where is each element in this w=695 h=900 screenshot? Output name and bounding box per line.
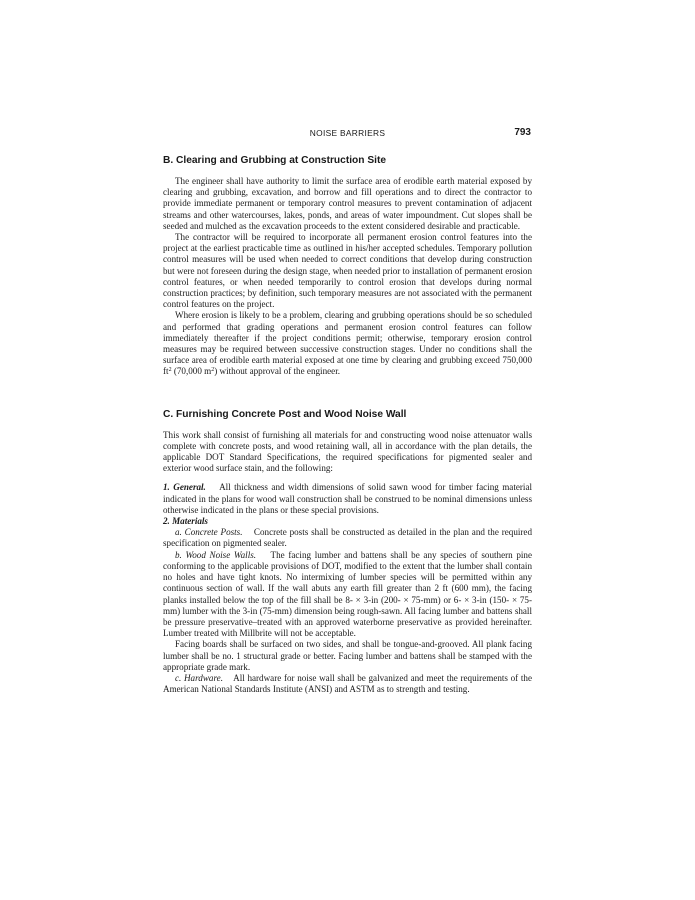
running-title: NOISE BARRIERS (309, 128, 386, 138)
wood-walls-label: b. Wood Noise Walls. (175, 549, 257, 560)
page-body (163, 154, 532, 695)
section-b-paragraph-1: The engineer shall have authority to limit the surface area of erodible earth material exposed by clearing and grubbing, excavation, and borrow and fill operations and to direct the contractor to provide immediate permanent or temporary control measures to prevent contamination of adjacent streams and other watercourses, lakes, ponds, and areas of water impoundment. Cut slopes shall be seeded and mulched as the excavation proceeds to the extent considered desirable and practicable. (163, 176, 532, 231)
section-b-paragraph-2: The contractor will be required to incorporate all permanent erosion control features into the project at the earliest practicable time as outlined in his/her accepted schedules. Temporary pollution control measures will be used when needed to correct conditions that develop during construction but were not foreseen during the design stage, when needed prior to installation of permanent erosion control features, or when needed temporarily to control erosion that develops during normal construction practices; by definition, such temporary measures are not associated with the permanent control features on the project. (163, 232, 532, 310)
section-c-heading: C. Furnishing Concrete Post and Wood Noise Wall (163, 408, 407, 420)
hardware-label: c. Hardware. (175, 672, 223, 683)
concrete-posts-text: Concrete posts shall be constructed as detailed in the plan and the required specification on pigmented sealer. (163, 527, 533, 549)
section-b-paragraph-3 (163, 310, 532, 377)
wood-walls-paragraph (163, 550, 532, 640)
p3-text-middle: (70,000 m (171, 366, 212, 377)
materials-heading: 2. Materials (163, 516, 208, 527)
general-label: 1. General. (163, 482, 206, 493)
concrete-posts-label: a. Concrete Posts. (175, 527, 243, 538)
section-b-heading: B. Clearing and Grubbing at Construction Site (163, 155, 387, 166)
facing-boards-paragraph: Facing boards shall be surfaced on two sides, and shall be tongue-and-grooved. All plank facing lumber shall be no. 1 structural grade or better. Facing lumber and battens shall be stamped with the appropriate grade mark. (163, 639, 532, 672)
hardware-text: All hardware for noise wall shall be galvanized and meet the requirements of the American National Standards Institute (ANSI) and ASTM as to strength and testing. (163, 672, 532, 695)
p3-superscript-ft: 2 (168, 367, 172, 374)
p3-text-after: ) without approval of the engineer. (214, 366, 340, 377)
p3-text-before: Where erosion is likely to be a problem, clearing and grubbing operations should be so scheduled and performed that grading operations and permanent erosion control features can follow immediately thereafter if the project conditions permit; otherwise, temporary erosion control measures may be required between successive construction stages. Under no conditions shall the surface area of erodible earth material exposed at one time by clearing and grubbing exceed 750,000 ft (163, 310, 532, 377)
p3-superscript-m: 2 (211, 367, 215, 374)
section-c-intro: This work shall consist of furnishing all materials for and constructing wood noise attenuator walls complete with concrete posts, and wood retaining wall, all in accordance with the plan details, the applicable DOT Standard Specifications, the required specifications for pigmented sealer and exterior wood surface stain, and the following: (163, 429, 532, 474)
wood-walls-text: The facing lumber and battens shall be any species of southern pine conforming to the applicable provisions of DOT, modified to the extent that the lumber shall contain no holes and have tight knots. No intermixing of lumber species will be permitted within any continuous section of wall. If the wall abuts any earth fill greater than 2 ft (600 mm), the facing planks installed below the top of the fill shall be 8- × 3-in (200- × 75-mm) or 6- × 3-in (150- × 75-mm) lumber with the 3-in (75-mm) dimension being rough-sawn. All facing lumber and battens shall be pressure preservative–treated with an approved waterborne preservative as provided hereinafter. Lumber treated with Millbrite will not be acceptable. (163, 549, 532, 639)
running-header (163, 127, 532, 139)
page-number: 793 (514, 127, 531, 138)
general-text: All thickness and width dimensions of solid sawn wood for timber facing material indicated in the plans for wood wall construction shall be construed to be nominal dimensions unless otherwise indicated in the plans or these special provisions. (163, 482, 533, 515)
general-paragraph (163, 482, 532, 516)
concrete-posts-paragraph (163, 527, 532, 549)
hardware-paragraph (163, 673, 532, 695)
